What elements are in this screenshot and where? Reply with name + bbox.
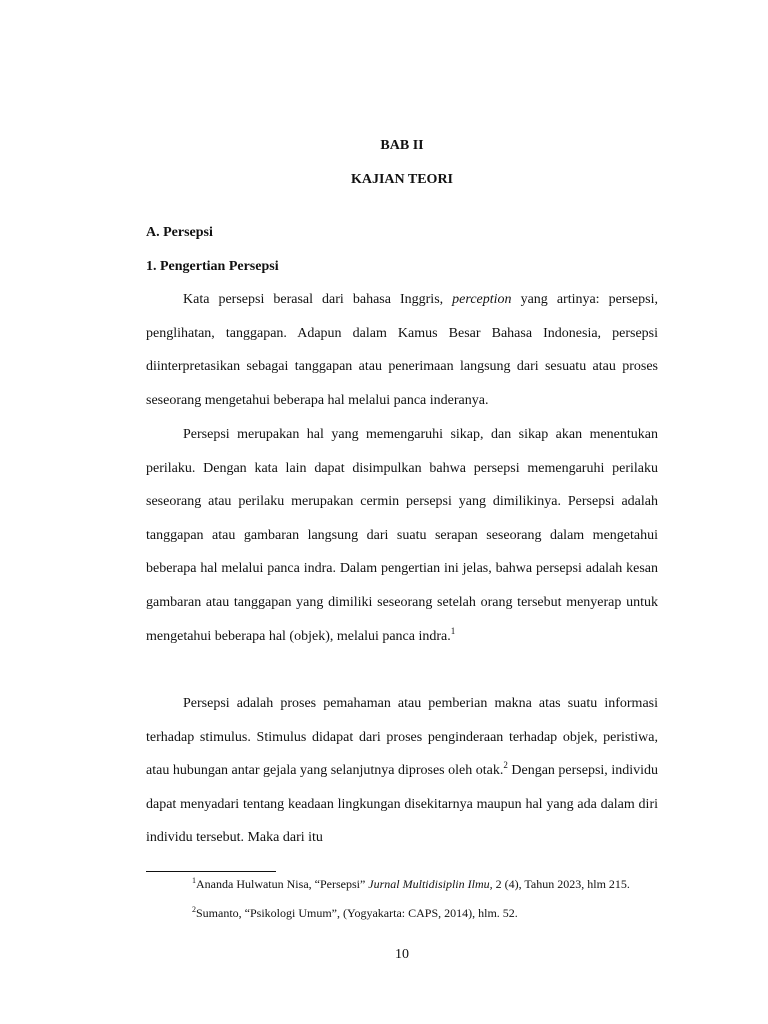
footnote-ref-1: 1: [450, 625, 456, 636]
section-heading: A. Persepsi: [146, 225, 213, 240]
footnote-1-journal: Jurnal Multidisiplin Ilmu,: [368, 877, 493, 891]
page-number: 10: [395, 947, 409, 962]
footnote-1-text-b: 2 (4), Tahun 2023, hlm 215.: [492, 877, 630, 891]
footnote-1: [146, 876, 658, 893]
footnote-2: [146, 905, 658, 922]
footnote-2-text: Sumanto, “Psikologi Umum”, (Yogyakarta: CAPS, 2014), hlm. 52.: [196, 906, 518, 920]
footnote-ref-2: 2: [503, 760, 508, 771]
paragraph-1-italic-term: perception: [452, 292, 512, 307]
paragraph-3-text-a: Persepsi adalah proses pemahaman atau pemberian makna atas suatu informasi terhadap stimulus. Stimulus didapat dari proses penginderaan terhadap objek, peristiwa, atau hubungan antar gejala yang selanjutnya diproses oleh otak.: [146, 696, 658, 779]
footnote-1-text-a: Ananda Hulwatun Nisa, “Persepsi”: [196, 877, 369, 891]
paragraph-3-text-b: Dengan persepsi, individu dapat menyadari tentang keadaan lingkungan disekitarnya maupun hal yang ada dalam diri individu tersebut. Maka dari itu: [146, 763, 658, 846]
paragraph-1-text-b: yang artinya: persepsi, penglihatan, tanggapan. Adapun dalam Kamus Besar Bahasa Indonesia, persepsi diinterpretasikan sebagai tanggapan atau penerimaan langsung dari sesuatu atau proses seseorang mengetahui beberapa hal melalui panca inderanya.: [146, 292, 658, 408]
paragraph-3: [146, 687, 658, 855]
paragraph-1-text-a: Kata persepsi berasal dari bahasa Inggris,: [183, 292, 453, 307]
chapter-number: BAB II: [380, 138, 424, 153]
paragraph-2: [146, 418, 658, 653]
footnote-separator: [146, 871, 276, 872]
subsection-heading: 1. Pengertian Persepsi: [146, 259, 279, 274]
paragraph-1: [146, 283, 658, 417]
chapter-title: KAJIAN TEORI: [350, 172, 454, 187]
footnote-1-mark: 1: [192, 876, 196, 885]
paragraph-2-text: Persepsi merupakan hal yang memengaruhi sikap, dan sikap akan menentukan perilaku. Dengan kata lain dapat disimpulkan bahwa persepsi memengaruhi perilaku seseorang atau perilaku merupakan cermin persepsi yang dimilikinya. Persepsi adalah tanggapan atau gambaran langsung dari suatu serapan seseorang dalam mengetahui beberapa hal melalui panca indra. Dalam pengertian ini jelas, bahwa persepsi adalah kesan gambaran atau tanggapan yang dimiliki seseorang setelah orang tersebut menyerap untuk mengetahui beberapa hal (objek), melalui panca indra.: [146, 427, 658, 644]
footnote-2-mark: 2: [192, 905, 196, 914]
